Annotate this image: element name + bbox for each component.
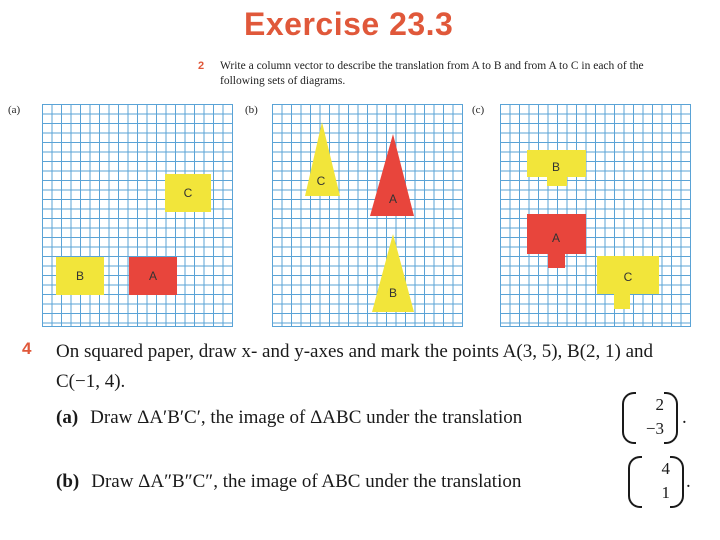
question-2-text: Write a column vector to describe the translation from A to B and from A to C in each of the following sets of diagrams. <box>220 60 644 87</box>
part-a-end: . <box>682 407 687 428</box>
vector-a-bottom: −3 <box>645 419 664 438</box>
triangle-b-label: B <box>388 286 397 300</box>
question-2-number: 2 <box>198 60 205 72</box>
vector-b-bottom: 1 <box>661 483 670 502</box>
vector-b <box>628 456 684 508</box>
panel-c-label: (c) <box>472 104 485 116</box>
vector-a-top: 2 <box>655 395 664 414</box>
flag-b-label: B <box>551 160 560 174</box>
triangle-b <box>372 234 414 312</box>
grid-panel-b <box>272 104 463 327</box>
part-a <box>56 407 522 429</box>
flag-shapes-svg <box>500 104 690 326</box>
shape-a: A <box>129 257 177 295</box>
panel-b-label: (b) <box>245 104 258 116</box>
flag-a-label: A <box>551 231 560 245</box>
exercise-title: Exercise 23.3 <box>244 6 454 42</box>
part-b-end: . <box>686 471 691 492</box>
question-4-text: On squared paper, draw x- and y-axes and mark the points A(3, 5), B(2, 1) and C(−1, 4). <box>56 341 654 392</box>
vector-b-top: 4 <box>661 459 670 478</box>
grid-panel-c <box>500 104 691 327</box>
part-a-label: (a) <box>56 407 79 428</box>
shape-c: C <box>165 174 211 212</box>
part-b <box>56 471 521 493</box>
triangle-c-label: C <box>316 174 326 188</box>
triangles-svg <box>272 104 462 326</box>
triangle-a-label: A <box>388 192 397 206</box>
part-b-text: Draw ΔA″B″C″, the image of ABC under the translation <box>91 471 522 492</box>
part-b-label: (b) <box>56 471 80 492</box>
flag-c-label: C <box>623 270 633 284</box>
vector-a <box>622 392 678 444</box>
shape-b: B <box>56 257 104 295</box>
grid-panel-a <box>42 104 233 327</box>
panel-a-label: (a) <box>8 104 21 116</box>
question-4-number: 4 <box>22 339 32 358</box>
part-a-text: Draw ΔA′B′C′, the image of ΔABC under the translation <box>90 407 523 428</box>
